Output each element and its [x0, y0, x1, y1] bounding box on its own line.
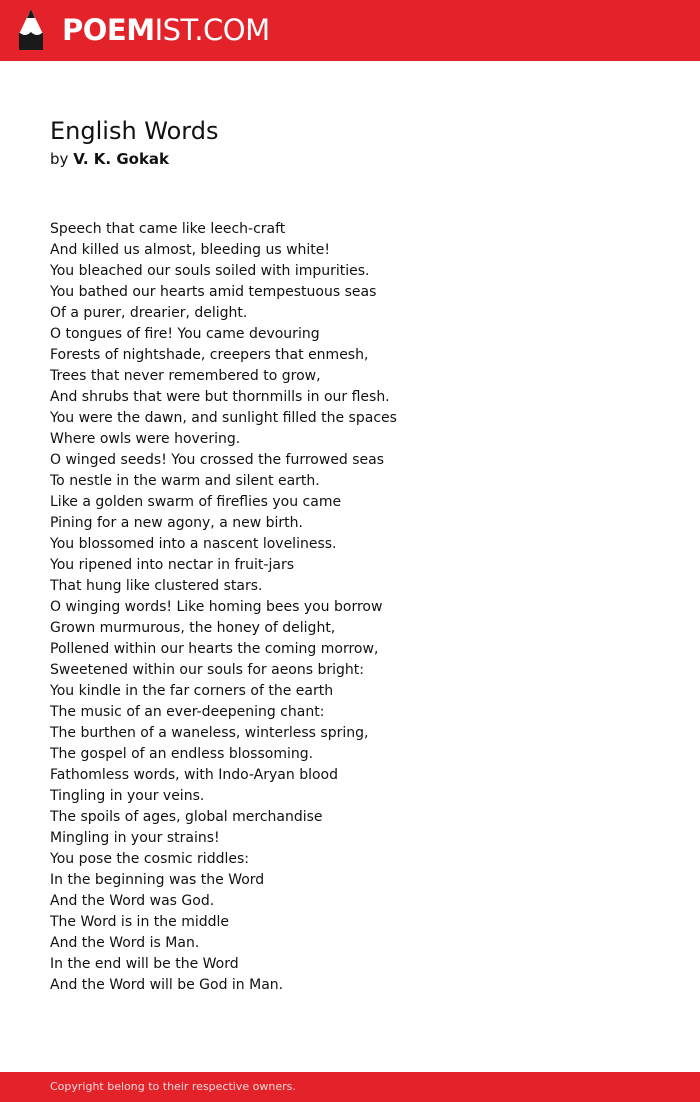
- poem-byline: [50, 149, 169, 169]
- poem-line: Pining for a new agony, a new birth.: [50, 515, 303, 531]
- poem-line: The music of an ever-deepening chant:: [50, 704, 325, 720]
- poem-line: Fathomless words, with Indo-Aryan blood: [50, 767, 338, 783]
- poem-line: In the beginning was the Word: [50, 872, 265, 888]
- poem-line: The spoils of ages, global merchandise: [50, 809, 323, 825]
- poem-author: V. K. Gokak: [73, 150, 170, 168]
- poem-line: O winging words! Like homing bees you borrow: [50, 599, 383, 615]
- poem-line: You ripened into nectar in fruit-jars: [50, 557, 294, 573]
- poem-line: Forests of nightshade, creepers that enmesh,: [50, 347, 369, 363]
- site-brand[interactable]: [62, 12, 270, 48]
- poem-line: Speech that came like leech-craft: [50, 221, 286, 237]
- poem-line: You pose the cosmic riddles:: [50, 851, 249, 867]
- poem-line: That hung like clustered stars.: [50, 578, 263, 594]
- poem-line: You bleached our souls soiled with impurities.: [50, 263, 370, 279]
- copyright-notice: Copyright belong to their respective owners.: [50, 1080, 296, 1093]
- poem-line: O winged seeds! You crossed the furrowed seas: [50, 452, 385, 468]
- poem-line: Where owls were hovering.: [50, 431, 241, 447]
- poem-line: You kindle in the far corners of the earth: [50, 683, 334, 699]
- poem-line: Of a purer, drearier, delight.: [50, 305, 248, 321]
- poem-line: In the end will be the Word: [50, 956, 239, 972]
- poem-line: Like a golden swarm of fireflies you came: [50, 494, 342, 510]
- poem-line: The gospel of an endless blossoming.: [50, 746, 314, 762]
- poem-body: [50, 219, 397, 996]
- poem-line: And the Word will be God in Man.: [50, 977, 284, 993]
- poem-line: O tongues of fire! You came devouring: [50, 326, 320, 342]
- by-label: by: [50, 150, 69, 168]
- poem-line: You bathed our hearts amid tempestuous seas: [50, 284, 377, 300]
- poem-line: Mingling in your strains!: [50, 830, 220, 846]
- poem-line: Pollened within our hearts the coming morrow,: [50, 641, 379, 657]
- poem-line: And the Word was God.: [50, 893, 215, 909]
- brand-bold-text: POEM: [62, 13, 155, 47]
- poem-line: And the Word is Man.: [50, 935, 200, 951]
- site-header: [0, 0, 700, 61]
- poem-line: Sweetened within our souls for aeons bright:: [50, 662, 364, 678]
- poem-title: English Words: [50, 117, 219, 145]
- poem-line: Grown murmurous, the honey of delight,: [50, 620, 336, 636]
- poem-line: You blossomed into a nascent loveliness.: [50, 536, 337, 552]
- pencil-tip-logo-icon[interactable]: [16, 8, 46, 52]
- poem-line: And shrubs that were but thornmills in our flesh.: [50, 389, 390, 405]
- poem-line: To nestle in the warm and silent earth.: [50, 473, 320, 489]
- poem-line: And killed us almost, bleeding us white!: [50, 242, 331, 258]
- site-footer: [0, 1072, 700, 1102]
- poem-line: You were the dawn, and sunlight filled the spaces: [50, 410, 397, 426]
- brand-light-text: IST.COM: [154, 13, 270, 47]
- poem-line: The burthen of a waneless, winterless spring,: [50, 725, 369, 741]
- poem-line: Tingling in your veins.: [50, 788, 205, 804]
- poem-line: The Word is in the middle: [50, 914, 229, 930]
- poem-line: Trees that never remembered to grow,: [50, 368, 321, 384]
